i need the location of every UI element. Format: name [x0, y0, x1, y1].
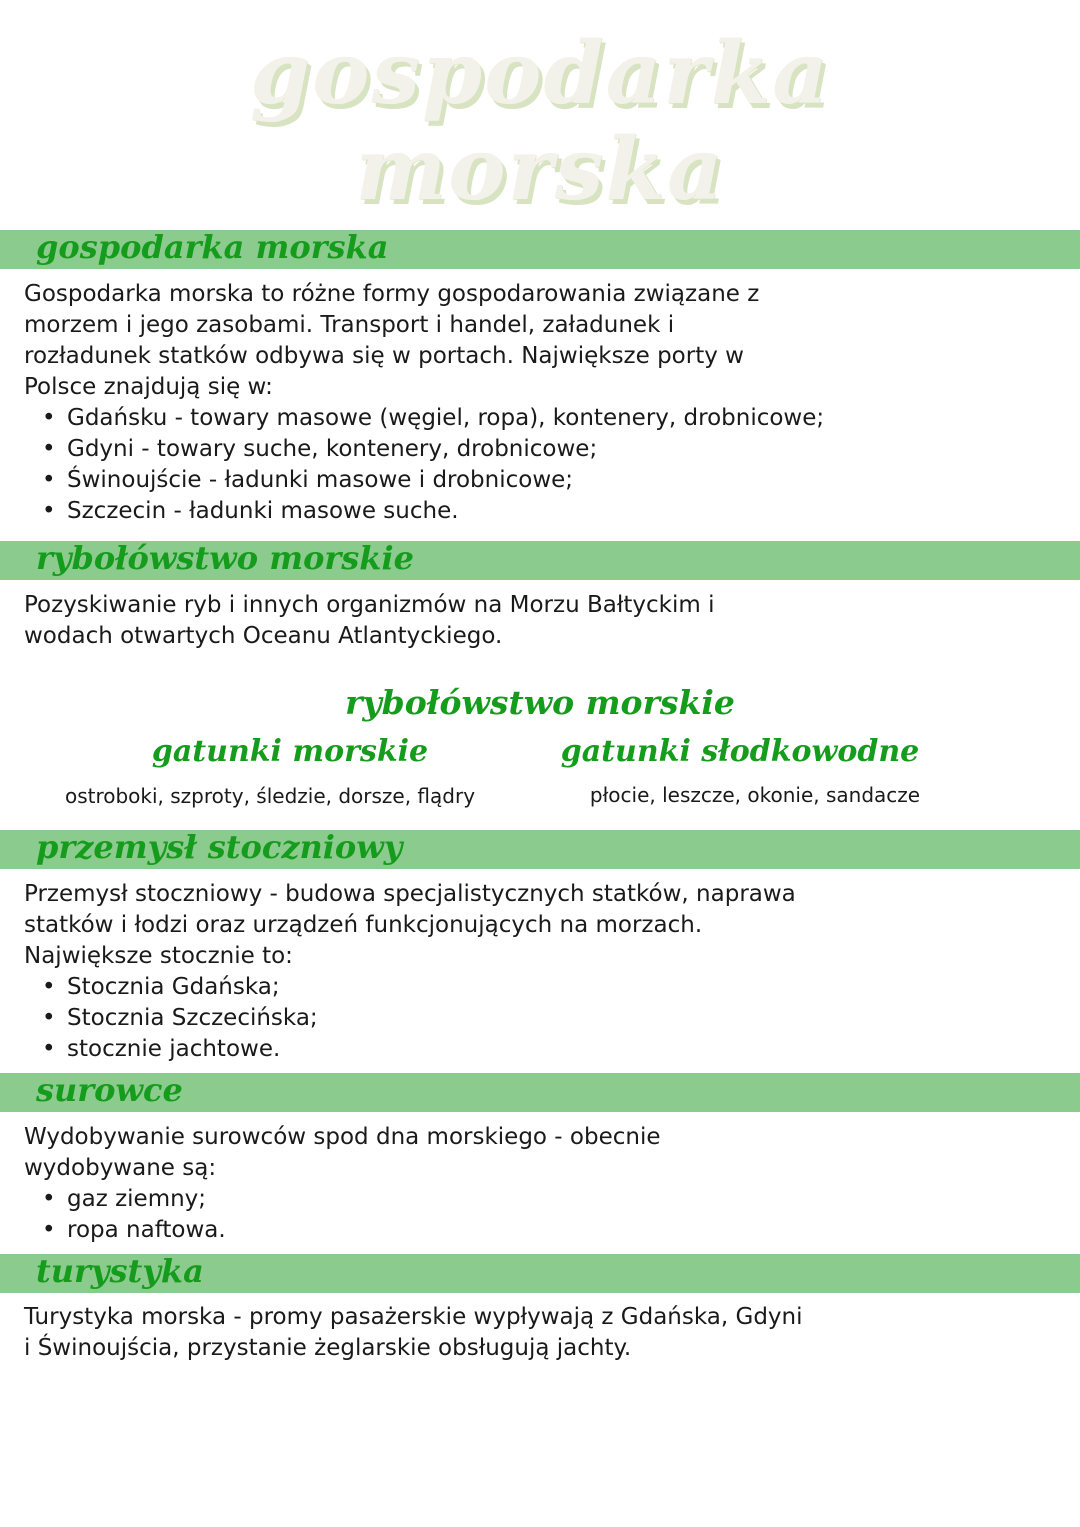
shipyards-list [0, 972, 318, 1065]
text-line: Pozyskiwanie ryb i innych organizmów na Morzu Bałtyckim i [24, 592, 715, 618]
freshwater-species-list: płocie, leszcze, okonie, sandacze [589, 783, 921, 807]
section-band-turystyka [0, 1254, 1080, 1293]
section-band-rybolowstwo [0, 541, 1080, 580]
section-band-przemysl [0, 830, 1080, 869]
list-item: • Szczecin - ładunki masowe suche. [0, 496, 824, 527]
text-line: wodach otwartych Oceanu Atlantyckiego. [24, 623, 503, 649]
marine-species-list: ostroboki, szproty, śledzie, dorsze, flądry [64, 784, 476, 808]
paragraph-turystyka [24, 1302, 1044, 1364]
text-line: wydobywane są: [24, 1155, 217, 1181]
text-line: morzem i jego zasobami. Transport i handel, załadunek i [24, 312, 675, 338]
ports-list [0, 403, 824, 527]
text-line: Turystyka morska - promy pasażerskie wypływają z Gdańska, Gdyni [24, 1304, 803, 1330]
list-item: • Stocznia Gdańska; [0, 972, 318, 1003]
paragraph-surowce [24, 1122, 1044, 1184]
fish-table-title: rybołówstwo morskie [345, 683, 735, 722]
marine-species-heading: gatunki morskie [151, 734, 429, 769]
text-line: Przemysł stoczniowy - budowa specjalistycznych statków, naprawa [24, 881, 796, 907]
text-line: Polsce znajdują się w: [24, 374, 273, 400]
resources-list [0, 1184, 226, 1246]
list-item: • Gdyni - towary suche, kontenery, drobnicowe; [0, 434, 824, 465]
section-heading-surowce: surowce [36, 1071, 183, 1109]
list-item: • gaz ziemny; [0, 1184, 226, 1215]
text-line: i Świnoujścia, przystanie żeglarskie obsługują jachty. [24, 1335, 632, 1361]
section-heading-gospodarka: gospodarka morska [36, 228, 389, 266]
text-line: Największe stocznie to: [24, 943, 293, 969]
section-heading-rybolowstwo: rybołówstwo morskie [36, 539, 414, 577]
page-title-line-1: gospodarka [250, 23, 830, 124]
section-band-surowce [0, 1073, 1080, 1112]
list-item: • ropa naftowa. [0, 1215, 226, 1246]
section-heading-przemysl: przemysł stoczniowy [36, 828, 403, 866]
section-band-gospodarka [0, 230, 1080, 269]
page-title-line-2: morska [355, 119, 725, 220]
paragraph-przemysl [24, 879, 1044, 972]
text-line: Gospodarka morska to różne formy gospodarowania związane z [24, 281, 760, 307]
list-item: • Gdańsku - towary masowe (węgiel, ropa), kontenery, drobnicowe; [0, 403, 824, 434]
section-heading-turystyka: turystyka [36, 1252, 204, 1290]
list-item: • Świnoujście - ładunki masowe i drobnicowe; [0, 465, 824, 496]
list-item: • Stocznia Szczecińska; [0, 1003, 318, 1034]
freshwater-species-heading: gatunki słodkowodne [560, 734, 920, 769]
text-line: Wydobywanie surowców spod dna morskiego - obecnie [24, 1124, 661, 1150]
list-item: • stocznie jachtowe. [0, 1034, 318, 1065]
paragraph-gospodarka [24, 279, 1044, 403]
paragraph-rybolowstwo [24, 590, 1044, 652]
text-line: statków i łodzi oraz urządzeń funkcjonujących na morzach. [24, 912, 703, 938]
text-line: rozładunek statków odbywa się w portach. Największe porty w [24, 343, 744, 369]
